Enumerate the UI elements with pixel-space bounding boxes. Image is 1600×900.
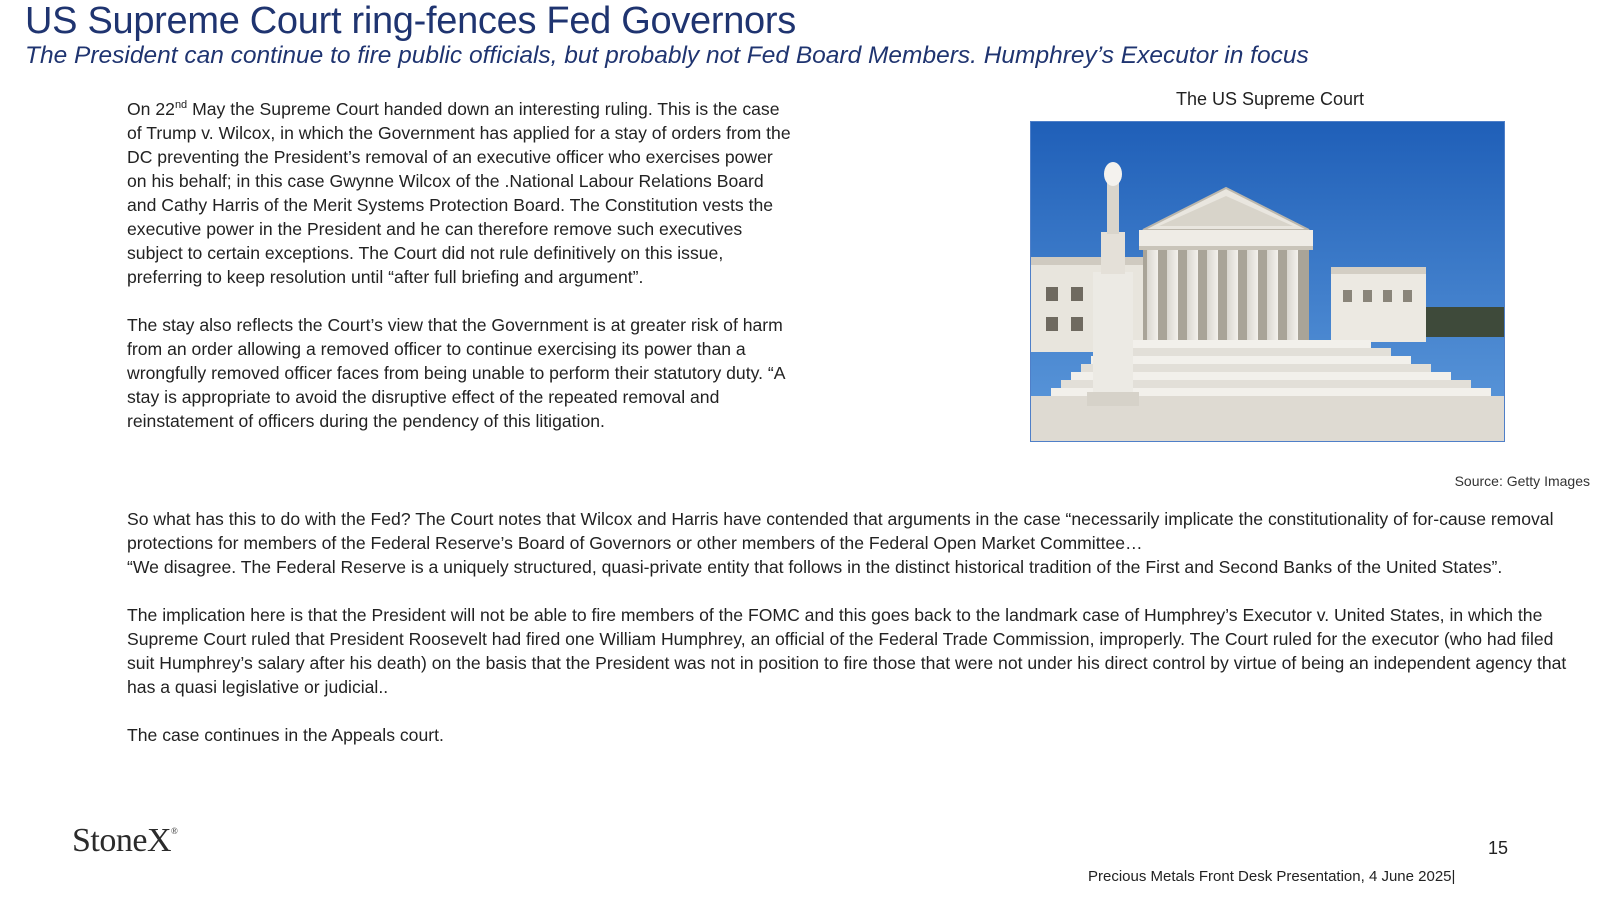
paragraph-implication: The implication here is that the President will not be able to fire members of the FOMC and this goes back to the landmark case of Humphrey’s Executor v. United States, in which the Supreme Court ruled that President Roosevelt had fired one William Humphrey, an official of the Federal Trade Commission, improperly. The Court ruled for the executor (who had filed suit Humphrey’s salary after his death) on the basis that the President was not in position to fire those that were not under his direct control by virtue of being an independent agency that has a quasi legislative or judicial.. [127, 605, 1567, 697]
right-wing [1331, 272, 1426, 342]
logo-registered-mark: ® [171, 826, 178, 836]
supreme-court-photo [1030, 121, 1505, 442]
ordinal-suffix: nd [174, 99, 188, 112]
logo-text: StoneX [72, 822, 171, 859]
page-subtitle: The President can continue to fire public officials, but probably not Fed Board Members. Humphrey’s Executor in focus [25, 42, 1309, 69]
paragraph-quote: “We disagree. The Federal Reserve is a uniquely structured, quasi-private entity that follows in the distinct historical tradition of the First and Second Banks of the United States”. [127, 557, 1503, 577]
stonex-logo [72, 822, 177, 860]
paragraph-stay: The stay also reflects the Court’s view that the Government is at greater risk of harm from an order allowing a removed officer to continue exercising its power than a wrongfully removed officer faces from being unable to perform their statutory duty. “A stay is appropriate to avoid the disruptive effect of the repeated removal and reinstatement of officers during the pendency of this litigation. [127, 315, 785, 431]
footer-presentation-title: Precious Metals Front Desk Presentation, 4 June 2025| [1088, 868, 1456, 885]
page-title: US Supreme Court ring-fences Fed Governors [25, 0, 796, 42]
image-source: Source: Getty Images [1454, 473, 1590, 489]
paragraph-ruling [127, 97, 792, 289]
trees [1421, 307, 1505, 337]
supreme-court-illustration [1031, 122, 1505, 442]
paragraph-ruling-text: May the Supreme Court handed down an interesting ruling. This is the case of Trump v. Wilcox, in which the Government has applied for a stay of orders from the DC preventing the President’s removal of an executive officer who exercises power on his behalf; in this case Gwynne Wilcox of the .National Labour Relations Board and Cathy Harris of the Merit Systems Protection Board. The Constitution vests the executive power in the President and he can therefore remove such executives subject to certain exceptions. The Court did not rule definitively on this issue, preferring to keep resolution until “after full briefing and argument”. [127, 99, 791, 287]
paragraph-ruling-prefix: On 22 [127, 99, 175, 119]
main-text-column [127, 507, 1567, 747]
left-text-column [127, 97, 792, 433]
paragraph-conclusion: The case continues in the Appeals court. [127, 725, 444, 745]
entablature [1139, 230, 1313, 248]
page-number: 15 [1488, 838, 1509, 858]
paragraph-fed-question: So what has this to do with the Fed? The Court notes that Wilcox and Harris have contended that arguments in the case “necessarily implicate the constitutionality of for-cause removal protections for members of the Federal Reserve’s Board of Governors or other members of the Federal Open Market Committee… [127, 509, 1554, 553]
image-caption: The US Supreme Court [1175, 89, 1365, 109]
